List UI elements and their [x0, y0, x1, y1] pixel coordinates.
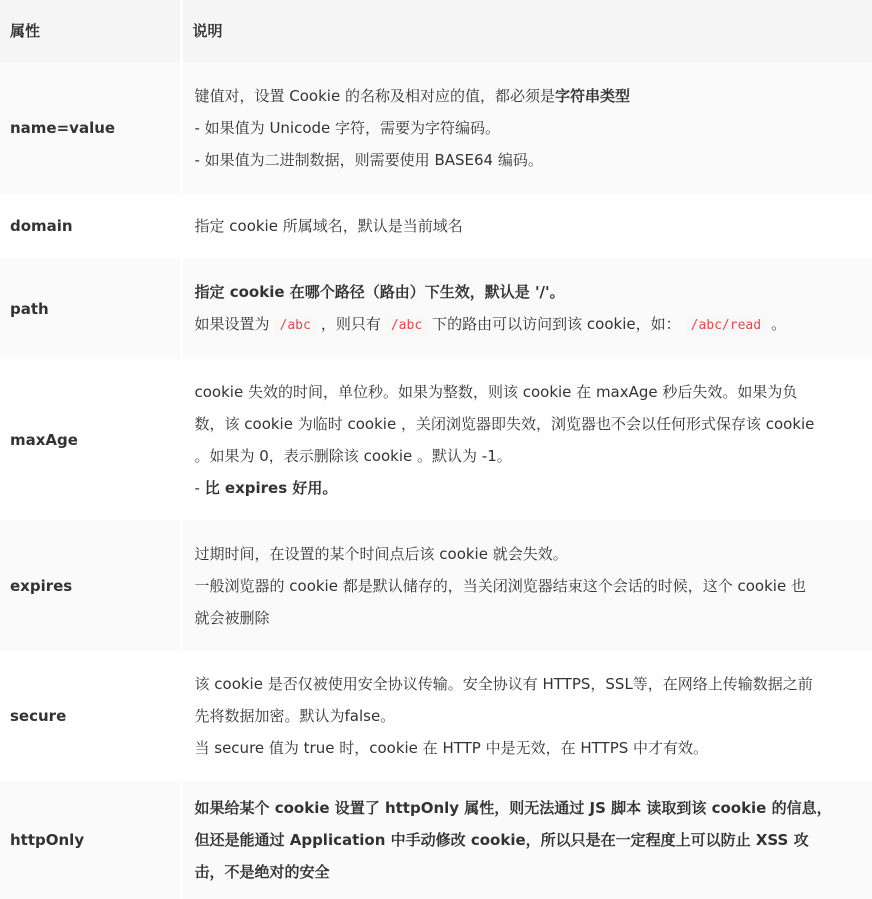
desc-secure: 该 cookie 是否仅被使用安全协议传输。安全协议有 HTTPS，SSL等，在网络上传输数据之前 先将数据加密。默认为false。 当 secure 值为 true 时，cookie 在 HTTP 中是无效，在 HTTPS 中才有效。 — [181, 651, 872, 781]
desc-path: 指定 cookie 在哪个路径（路由）下生效，默认是 '/'。 如果设置为 /abc ，则只有 /abc 下的路由可以访问到该 cookie，如： /abc/read 。 — [181, 258, 872, 359]
desc-maxage: cookie 失效的时间，单位秒。如果为整数，则该 cookie 在 maxAge 秒后失效。如果为负 数，该 cookie 为临时 cookie ，关闭浏览器即失效，浏览器也不会以任何形式保存该 cookie 。如果为 0，表示删除该 cookie 。默认为 -1。 - 比 expires 好用。 — [181, 359, 872, 520]
table-row — [0, 651, 872, 781]
header-attribute: 属性 — [0, 0, 181, 62]
table-header-row — [0, 0, 872, 62]
attr-name-value: name=value — [0, 62, 181, 194]
attr-secure: secure — [0, 651, 181, 781]
table-row — [0, 62, 872, 194]
attr-path: path — [0, 258, 181, 359]
desc-name-value: 键值对，设置 Cookie 的名称及相对应的值，都必须是字符串类型 - 如果值为 Unicode 字符，需要为字符编码。 - 如果值为二进制数据，则需要使用 BASE64 编码。 — [181, 62, 872, 194]
header-description: 说明 — [181, 0, 872, 62]
inline-code: /abc — [274, 315, 317, 336]
table-row — [0, 258, 872, 359]
attr-domain: domain — [0, 194, 181, 258]
table-row — [0, 194, 872, 258]
table-row — [0, 781, 872, 899]
attr-maxage: maxAge — [0, 359, 181, 520]
attr-expires: expires — [0, 520, 181, 651]
desc-domain: 指定 cookie 所属域名，默认是当前域名 — [181, 194, 872, 258]
table-row — [0, 520, 872, 651]
table-row — [0, 359, 872, 520]
desc-expires: 过期时间，在设置的某个时间点后该 cookie 就会失效。 一般浏览器的 cookie 都是默认储存的，当关闭浏览器结束这个会话的时候，这个 cookie 也 就会被删除 — [181, 520, 872, 651]
desc-httponly: 如果给某个 cookie 设置了 httpOnly 属性，则无法通过 JS 脚本 读取到该 cookie 的信息， 但还是能通过 Application 中手动修改 cookie，所以只是在一定程度上可以防止 XSS 攻 击，不是绝对的安全 — [181, 781, 872, 899]
attr-httponly: httpOnly — [0, 781, 181, 899]
inline-code: /abc/read — [685, 315, 767, 336]
inline-code: /abc — [385, 315, 428, 336]
